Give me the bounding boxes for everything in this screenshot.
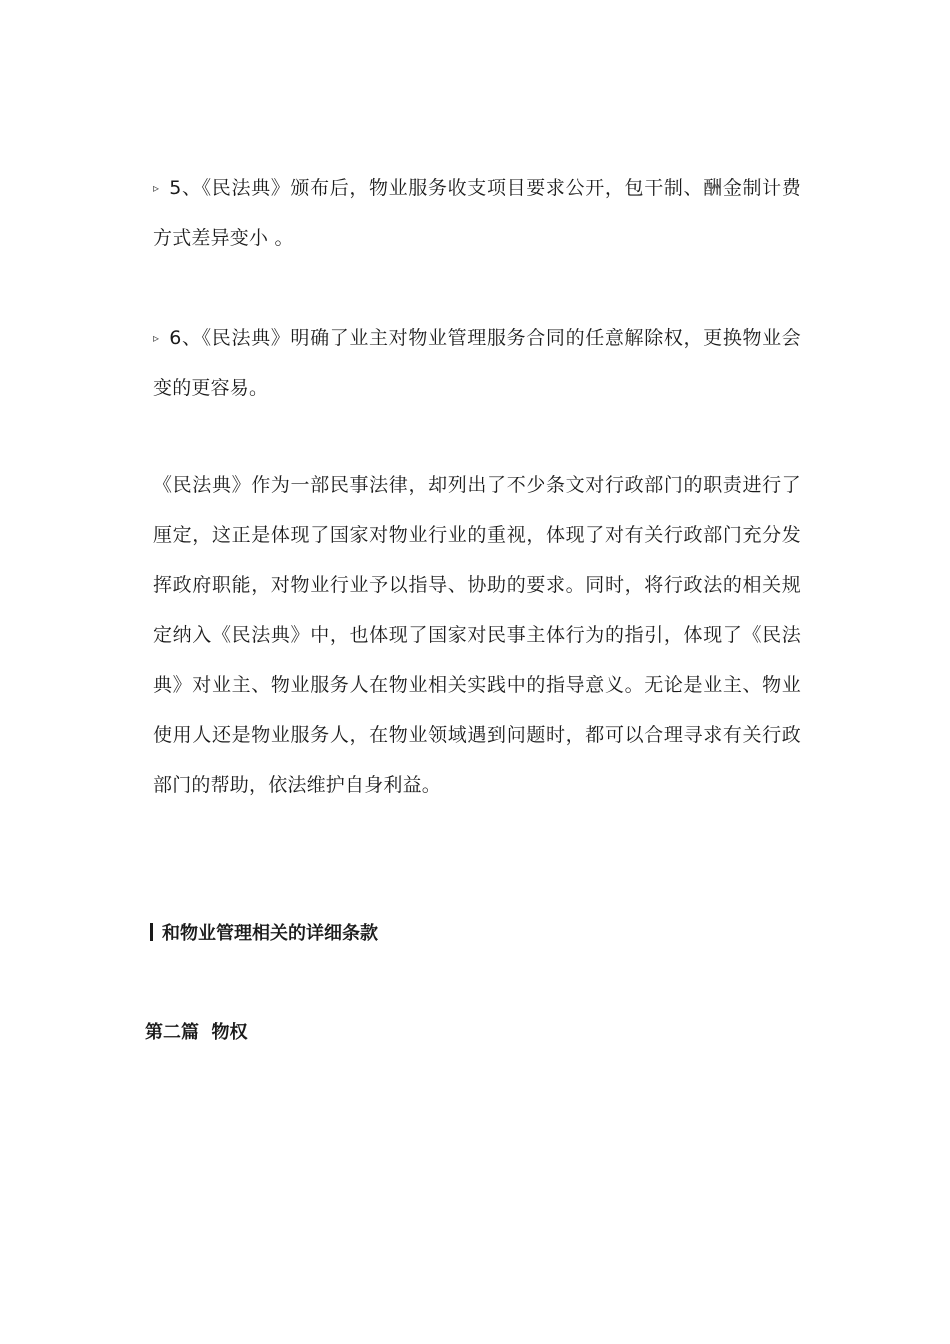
section-heading-text: 和物业管理相关的详细条款 (162, 923, 378, 944)
list-item (153, 313, 801, 413)
list-item-text: 5、《民法典》颁布后，物业服务收支项目要求公开，包干制、酬金制计费方式差异变小 。 (153, 177, 801, 249)
body-paragraph: 《民法典》作为一部民事法律，却列出了不少条文对行政部门的职责进行了厘定，这正是体现了国家对物业行业的重视，体现了对有关行政部门充分发挥政府职能，对物业行业予以指导、协助的要求。同时，将行政法的相关规定纳入《民法典》中，也体现了国家对民事主体行为的指引，体现了《民法典》对业主、物业服务人在物业相关实践中的指导意义。无论是业主、物业使用人还是物业服务人，在物业领域遇到问题时，都可以合理寻求有关行政部门的帮助，依法维护自身利益。 (153, 474, 801, 796)
part-heading: 第二篇 物权 (145, 1022, 248, 1043)
list-item (153, 163, 801, 263)
section-heading (150, 919, 378, 949)
triangle-bullet-icon: ▹ (153, 331, 160, 345)
heading-bar-icon (150, 923, 153, 941)
triangle-bullet-icon: ▹ (153, 181, 160, 195)
list-item-text: 6、《民法典》明确了业主对物业管理服务合同的任意解除权，更换物业会变的更容易。 (153, 327, 801, 399)
